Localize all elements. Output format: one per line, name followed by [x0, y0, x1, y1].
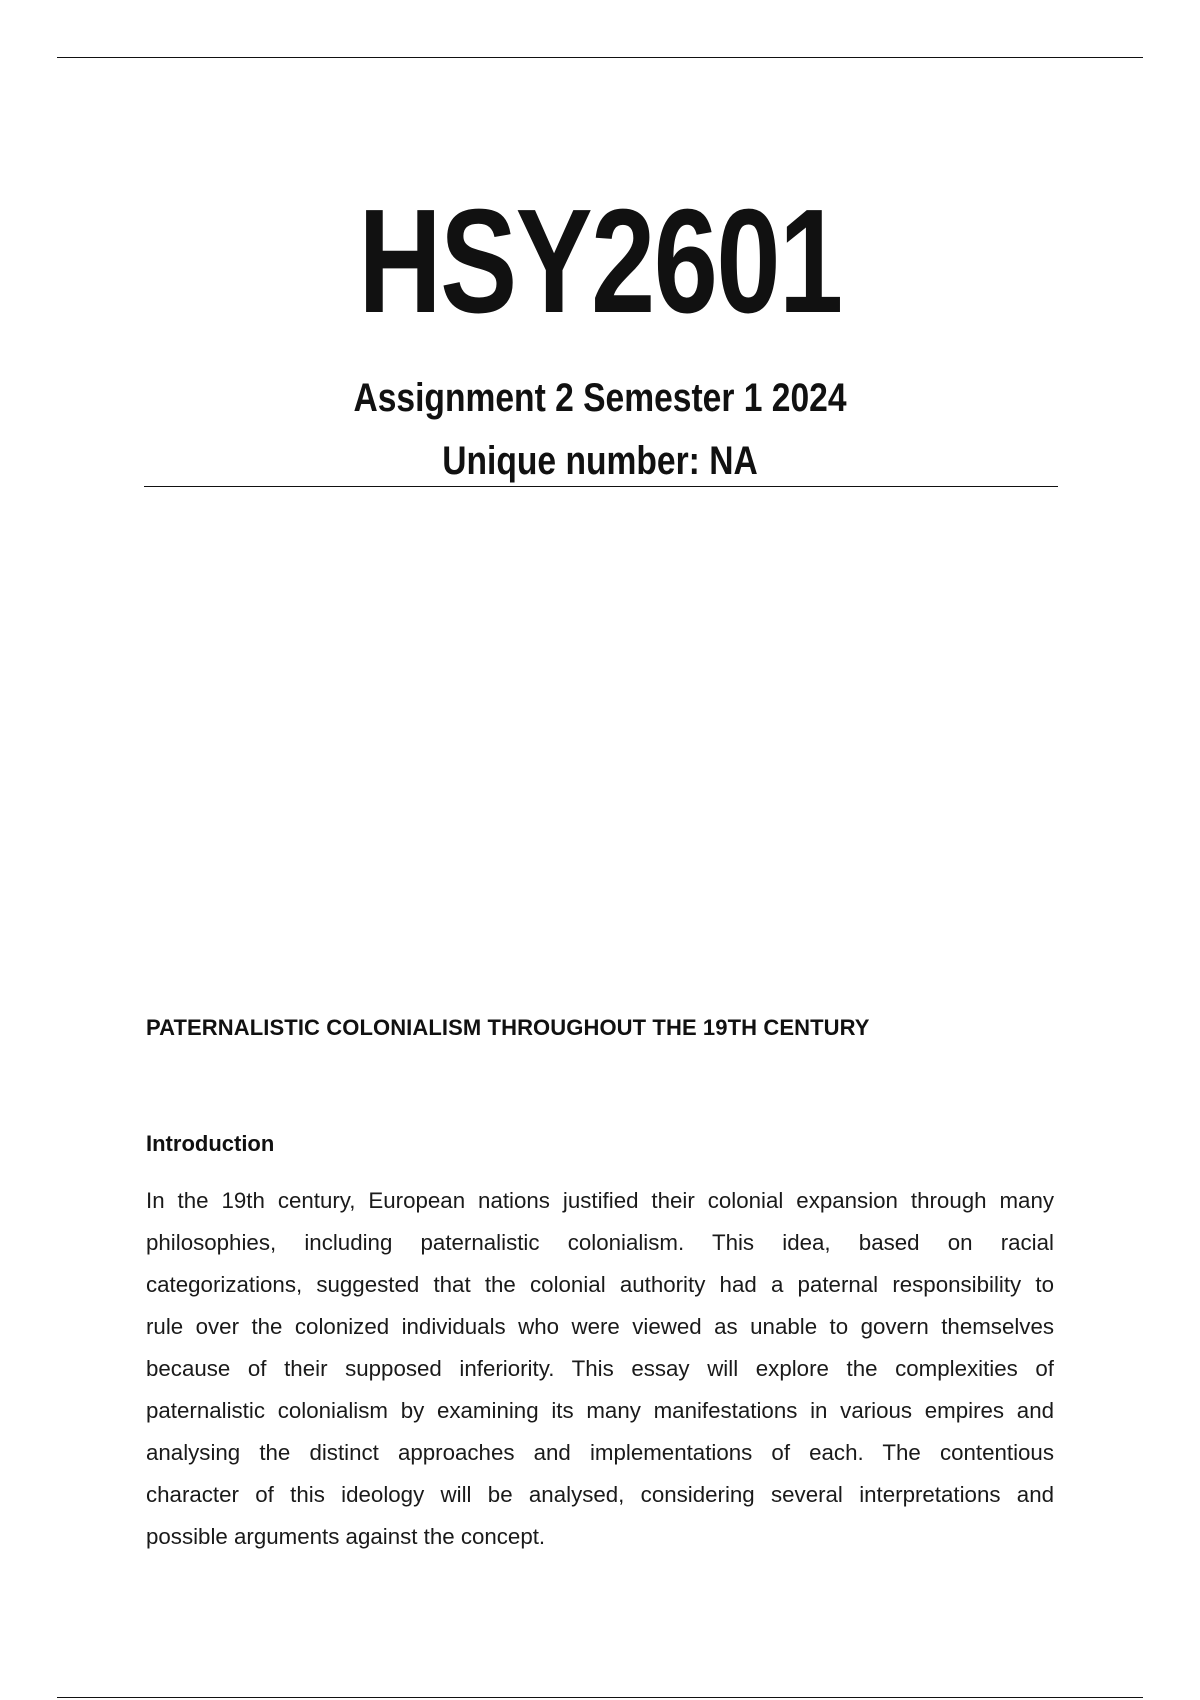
paragraph-line: categorizations, suggested that the colonial authority had a paternal responsibility to — [146, 1272, 1054, 1297]
introduction-paragraph — [146, 1185, 1054, 1563]
paragraph-line: because of their supposed inferiority. This essay will explore the complexities of — [146, 1356, 1054, 1381]
paragraph-line: rule over the colonized individuals who were viewed as unable to govern themselves — [146, 1314, 1054, 1339]
top-rule — [57, 57, 1143, 58]
paragraph-line: character of this ideology will be analysed, considering several interpretations and — [146, 1482, 1054, 1507]
title-underline-rule — [144, 486, 1058, 487]
unique-number-subtitle: Unique number: NA — [442, 439, 758, 483]
paragraph-line: possible arguments against the concept. — [146, 1524, 546, 1549]
paragraph-line: analysing the distinct approaches and implementations of each. The contentious — [146, 1440, 1054, 1465]
bottom-rule — [57, 1697, 1143, 1698]
paragraph-line: In the 19th century, European nations justified their colonial expansion through many — [146, 1188, 1054, 1213]
paragraph-line: paternalistic colonialism by examining its many manifestations in various empires and — [146, 1398, 1054, 1423]
introduction-heading: Introduction — [146, 1131, 275, 1156]
course-code-title: HSY2601 — [358, 179, 842, 344]
paragraph-line: philosophies, including paternalistic colonialism. This idea, based on racial — [146, 1230, 1054, 1255]
essay-title: PATERNALISTIC COLONIALISM THROUGHOUT THE 19TH CENTURY — [146, 1015, 870, 1040]
assignment-subtitle: Assignment 2 Semester 1 2024 — [353, 376, 847, 420]
